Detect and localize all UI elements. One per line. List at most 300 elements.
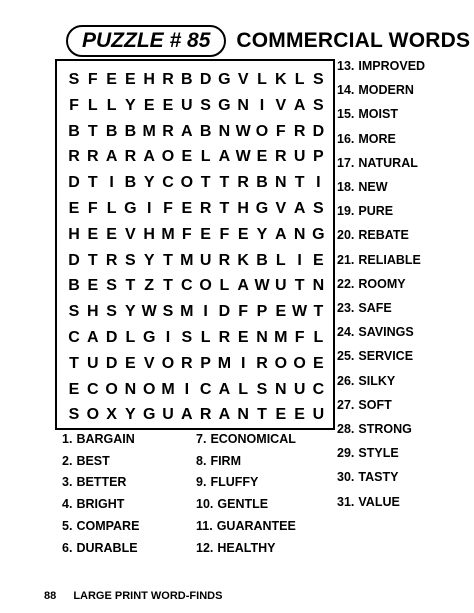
word-number: 10. (196, 497, 214, 512)
grid-letter: S (106, 303, 117, 321)
grid-letter: T (313, 303, 324, 321)
word-number: 28. (337, 422, 355, 436)
grid-letter: V (275, 200, 287, 217)
grid-letter: D (68, 174, 80, 192)
grid-letter: E (87, 225, 99, 243)
grid-letter: A (218, 406, 231, 424)
grid-letter: S (162, 303, 174, 321)
grid-letter: Y (256, 225, 268, 243)
grid-letter: Y (125, 96, 136, 114)
grid-letter: R (199, 406, 212, 424)
word-number: 12. (196, 540, 214, 555)
word-number: 30. (337, 470, 355, 485)
word-number: 22. (337, 276, 355, 291)
word-number: 11. (196, 518, 213, 533)
grid-letter: R (162, 122, 174, 140)
word-number: 4. (62, 497, 73, 512)
grid-letter: E (181, 148, 193, 166)
grid-letter: A (218, 380, 231, 398)
word-list-item (62, 454, 110, 468)
grid-letter: E (294, 406, 305, 424)
grid-letter: L (106, 96, 117, 114)
word-list-item (337, 470, 398, 484)
word-list-item (196, 475, 258, 489)
grid-letter: D (105, 354, 118, 372)
grid-letter: O (161, 148, 175, 166)
grid-row (57, 144, 333, 170)
word-search-grid (55, 59, 335, 430)
word-text: BEST (76, 453, 110, 468)
grid-letter: D (199, 71, 212, 88)
grid-letter: V (275, 96, 287, 114)
puzzle-number-badge: PUZZLE # 85 (66, 25, 226, 57)
grid-row (57, 377, 333, 403)
grid-letter: E (237, 225, 249, 243)
word-text: BETTER (76, 475, 127, 490)
grid-letter: E (68, 380, 80, 398)
grid-letter: K (237, 251, 249, 269)
grid-letter: R (87, 148, 99, 166)
grid-letter: C (199, 380, 212, 398)
grid-letter: O (180, 174, 194, 192)
word-text: STRONG (358, 422, 412, 436)
grid-letter: E (125, 354, 136, 372)
grid-letter: F (275, 122, 286, 140)
grid-letter: N (275, 174, 287, 192)
word-number: 27. (337, 397, 355, 412)
grid-letter: R (199, 200, 212, 217)
grid-letter: L (200, 329, 211, 346)
word-list-item (337, 349, 413, 363)
grid-letter: E (106, 225, 117, 243)
grid-letter: I (259, 96, 265, 114)
grid-letter: R (68, 148, 80, 166)
grid-letter: B (68, 277, 80, 295)
grid-letter: E (237, 329, 249, 346)
grid-letter: B (68, 122, 80, 140)
grid-letter: V (125, 225, 136, 243)
grid-letter: O (105, 380, 118, 398)
grid-letter: F (69, 96, 79, 114)
grid-letter: U (312, 406, 325, 424)
grid-row (57, 248, 333, 274)
grid-letter: Z (144, 277, 155, 295)
grid-letter: R (162, 71, 174, 88)
grid-letter: W (235, 122, 251, 140)
grid-letter: L (257, 71, 267, 88)
grid-letter: W (141, 303, 157, 321)
grid-letter: F (181, 225, 192, 243)
grid-letter: M (180, 303, 194, 321)
grid-letter: C (312, 380, 325, 398)
grid-letter: N (237, 406, 249, 424)
grid-letter: T (69, 354, 79, 372)
grid-letter: T (219, 200, 230, 217)
word-number: 21. (337, 252, 355, 267)
grid-letter: M (161, 380, 175, 398)
word-number: 25. (337, 349, 355, 364)
grid-letter: Y (125, 303, 136, 321)
grid-letter: Y (125, 406, 136, 424)
word-list-item (337, 156, 418, 170)
word-number: 13. (337, 59, 355, 73)
grid-letter: B (199, 122, 212, 140)
grid-letter: P (313, 148, 324, 166)
word-number: 6. (62, 540, 73, 555)
grid-letter: T (200, 174, 211, 192)
word-text: TASTY (358, 470, 399, 485)
grid-letter: E (106, 71, 117, 88)
grid-letter: I (146, 200, 152, 217)
word-list-item (337, 180, 388, 194)
grid-letter: U (275, 277, 287, 295)
word-text: HEALTHY (217, 540, 276, 555)
grid-letter: R (293, 122, 306, 140)
grid-letter: D (68, 251, 80, 269)
grid-letter: L (87, 96, 98, 114)
grid-row (57, 170, 333, 196)
grid-letter: T (257, 406, 267, 424)
grid-letter: L (125, 329, 136, 346)
page-footer (44, 590, 222, 602)
word-number: 31. (337, 494, 355, 509)
word-number: 24. (337, 325, 355, 340)
word-text: SAFE (358, 301, 392, 315)
grid-letter: B (124, 174, 137, 192)
grid-row (57, 93, 333, 119)
grid-letter: W (292, 303, 308, 321)
word-list-right (337, 0, 474, 613)
grid-letter: C (181, 277, 193, 295)
word-number: 1. (62, 432, 73, 446)
grid-letter: H (143, 225, 155, 243)
grid-letter: T (87, 251, 98, 269)
grid-letter: S (200, 96, 211, 114)
grid-letter: H (237, 200, 249, 217)
grid-letter: O (199, 277, 212, 295)
word-list-item (337, 325, 414, 339)
word-text: BARGAIN (76, 432, 135, 446)
grid-letter: G (218, 96, 231, 114)
grid-letter: E (87, 277, 99, 295)
grid-letter: O (255, 122, 269, 140)
grid-letter: A (105, 148, 118, 166)
grid-letter: N (124, 380, 137, 398)
grid-letter: F (87, 71, 98, 88)
grid-letter: P (256, 303, 268, 321)
grid-letter: E (275, 303, 287, 321)
grid-letter: A (237, 277, 249, 295)
grid-letter: E (313, 354, 324, 372)
grid-letter: F (238, 303, 249, 321)
word-list-item (62, 541, 138, 555)
word-list-item (337, 301, 392, 315)
grid-letter: T (294, 174, 305, 192)
grid-letter: T (163, 251, 173, 269)
word-list-item (337, 398, 392, 412)
word-text: MODERN (358, 83, 414, 98)
word-list-item (337, 83, 414, 97)
grid-letter: A (87, 329, 99, 346)
grid-letter: O (274, 354, 288, 372)
grid-letter: D (218, 303, 231, 321)
grid-letter: R (105, 251, 118, 269)
grid-letter: E (162, 96, 174, 114)
grid-letter: G (124, 200, 137, 217)
grid-letter: T (87, 174, 98, 192)
word-number: 20. (337, 228, 355, 243)
grid-row (57, 222, 333, 248)
word-text: COMPARE (76, 518, 140, 533)
grid-letter: Y (143, 174, 155, 192)
grid-letter: B (105, 122, 118, 140)
grid-letter: S (313, 96, 324, 114)
grid-letter: N (293, 225, 306, 243)
grid-letter: S (313, 200, 324, 217)
word-list-item (196, 541, 276, 555)
grid-letter: F (163, 200, 173, 217)
page-number: 88 (44, 590, 57, 602)
grid-letter: L (219, 277, 230, 295)
grid-letter: M (142, 122, 156, 140)
grid-letter: A (275, 225, 287, 243)
grid-letter: V (237, 71, 249, 88)
grid-letter: I (165, 329, 171, 346)
word-list-item (337, 422, 412, 436)
grid-letter: I (203, 303, 208, 321)
grid-letter: R (275, 148, 287, 166)
word-number: 3. (62, 475, 73, 490)
word-text: RELIABLE (358, 252, 421, 267)
word-list-item (337, 132, 396, 146)
grid-letter: Y (143, 251, 155, 269)
grid-letter: I (240, 354, 246, 372)
grid-letter: A (293, 200, 306, 217)
word-number: 8. (196, 453, 207, 468)
word-list-item (337, 446, 399, 460)
grid-letter: T (294, 277, 305, 295)
word-number: 16. (337, 131, 355, 146)
word-text: STYLE (358, 446, 399, 461)
word-list-item (62, 497, 124, 511)
word-number: 2. (62, 453, 73, 468)
grid-row (57, 273, 333, 299)
grid-letter: E (256, 148, 268, 166)
word-text: MOIST (358, 107, 398, 122)
word-text: SILKY (358, 373, 396, 388)
grid-row (57, 402, 333, 428)
word-list-item (337, 253, 421, 267)
grid-letter: B (256, 174, 268, 192)
word-number: 29. (337, 446, 355, 461)
grid-letter: F (294, 329, 305, 346)
grid-letter: E (68, 200, 80, 217)
grid-letter: A (293, 96, 306, 114)
grid-letter: H (143, 71, 155, 88)
grid-letter: F (219, 225, 230, 243)
grid-letter: L (275, 251, 286, 269)
grid-letter: S (68, 406, 80, 424)
word-text: FLUFFY (210, 475, 259, 490)
grid-letter: T (163, 277, 173, 295)
grid-row (57, 325, 333, 351)
word-number: 19. (337, 204, 355, 219)
word-number: 5. (62, 518, 73, 533)
word-number: 15. (337, 107, 355, 122)
grid-letter: H (87, 303, 99, 321)
word-text: FIRM (210, 453, 241, 468)
grid-letter: I (184, 380, 190, 398)
grid-letter: E (125, 71, 136, 88)
grid-letter: L (294, 71, 305, 88)
word-list-item (337, 59, 425, 73)
grid-letter: I (316, 174, 321, 192)
grid-letter: E (181, 200, 193, 217)
word-number: 23. (337, 301, 355, 315)
grid-letter: A (143, 148, 155, 166)
grid-letter: G (142, 406, 156, 424)
grid-letter: D (105, 329, 118, 346)
grid-letter: O (142, 380, 156, 398)
grid-letter: R (181, 354, 193, 372)
grid-letter: T (125, 277, 136, 295)
grid-letter: E (275, 406, 287, 424)
grid-letter: U (293, 148, 306, 166)
grid-letter: L (238, 380, 249, 398)
grid-letter: S (313, 71, 324, 88)
grid-letter: R (237, 174, 249, 192)
grid-letter: I (297, 251, 302, 269)
grid-letter: X (106, 406, 117, 424)
grid-letter: W (254, 277, 270, 295)
grid-letter: U (199, 251, 212, 269)
grid-row (57, 119, 333, 145)
grid-letter: S (68, 303, 80, 321)
word-list-item (337, 107, 398, 121)
word-number: 18. (337, 180, 355, 194)
grid-letter: R (124, 148, 137, 166)
grid-letter: B (181, 71, 193, 88)
grid-letter: L (106, 200, 117, 217)
grid-letter: K (275, 71, 287, 88)
word-list-item (196, 497, 268, 511)
grid-letter: N (256, 329, 268, 346)
word-list-item (337, 495, 400, 509)
grid-letter: G (312, 225, 325, 243)
word-number: 7. (196, 432, 207, 446)
word-number: 9. (196, 475, 207, 490)
grid-letter: R (256, 354, 268, 372)
grid-letter: A (218, 148, 231, 166)
word-text: BRIGHT (76, 497, 125, 512)
grid-letter: T (87, 122, 98, 140)
word-text: GUARANTEE (216, 518, 296, 533)
word-list-item (196, 454, 241, 468)
grid-letter: W (235, 148, 251, 166)
grid-row (57, 196, 333, 222)
grid-letter: M (161, 225, 175, 243)
word-list-item (62, 519, 139, 533)
grid-letter: M (217, 354, 232, 372)
word-text: NATURAL (358, 155, 418, 170)
grid-letter: T (219, 174, 230, 192)
grid-letter: E (313, 251, 324, 269)
grid-letter: D (312, 122, 325, 140)
word-text: SAVINGS (358, 325, 414, 340)
word-list-item (337, 277, 406, 291)
grid-letter: M (180, 251, 194, 269)
grid-letter: N (218, 122, 231, 140)
grid-letter: A (181, 406, 193, 424)
word-list-item (337, 228, 409, 242)
word-text: ECONOMICAL (210, 432, 296, 446)
grid-letter: N (275, 380, 287, 398)
grid-letter: C (68, 329, 80, 346)
word-text: GENTLE (217, 497, 269, 512)
puzzle-title: COMMERCIAL WORDS (236, 29, 471, 52)
grid-letter: R (218, 329, 231, 346)
word-number: 14. (337, 83, 355, 98)
grid-letter: I (109, 174, 114, 192)
grid-letter: H (68, 225, 80, 243)
word-list-item (337, 204, 393, 218)
grid-row (57, 351, 333, 377)
word-text: IMPROVED (358, 59, 426, 73)
word-list-item (196, 519, 296, 533)
grid-letter: L (200, 148, 211, 166)
grid-letter: A (181, 122, 193, 140)
word-text: SOFT (358, 397, 392, 412)
grid-letter: O (161, 354, 175, 372)
grid-letter: C (87, 380, 99, 398)
grid-letter: G (255, 200, 269, 217)
grid-letter: G (142, 329, 156, 346)
grid-letter: S (256, 380, 268, 398)
grid-letter: F (87, 200, 98, 217)
grid-letter: B (124, 122, 137, 140)
book-title: LARGE PRINT WORD-FINDS (73, 590, 223, 602)
word-text: REBATE (358, 228, 409, 243)
word-list-item (196, 432, 296, 446)
word-number: 17. (337, 155, 355, 170)
grid-letter: E (143, 96, 155, 114)
word-text: MORE (358, 131, 396, 146)
grid-letter: N (237, 96, 249, 114)
grid-row (57, 299, 333, 325)
word-number: 26. (337, 373, 355, 388)
grid-letter: R (218, 251, 231, 269)
grid-letter: O (86, 406, 100, 424)
grid-letter: S (106, 277, 117, 295)
grid-letter: V (143, 354, 155, 372)
grid-letter: L (313, 329, 324, 346)
grid-letter: B (256, 251, 268, 269)
word-text: SERVICE (358, 349, 414, 364)
grid-letter: U (181, 96, 193, 114)
grid-letter: O (293, 354, 306, 372)
grid-letter: S (125, 251, 136, 269)
word-list-item (62, 475, 126, 489)
grid-letter: E (200, 225, 211, 243)
grid-letter: M (274, 329, 288, 346)
word-list-item (337, 374, 395, 388)
grid-letter: S (68, 71, 80, 88)
word-text: NEW (358, 180, 388, 194)
grid-letter: P (200, 354, 211, 372)
word-text: PURE (358, 204, 394, 219)
grid-letter: S (181, 329, 193, 346)
grid-row (57, 67, 333, 93)
